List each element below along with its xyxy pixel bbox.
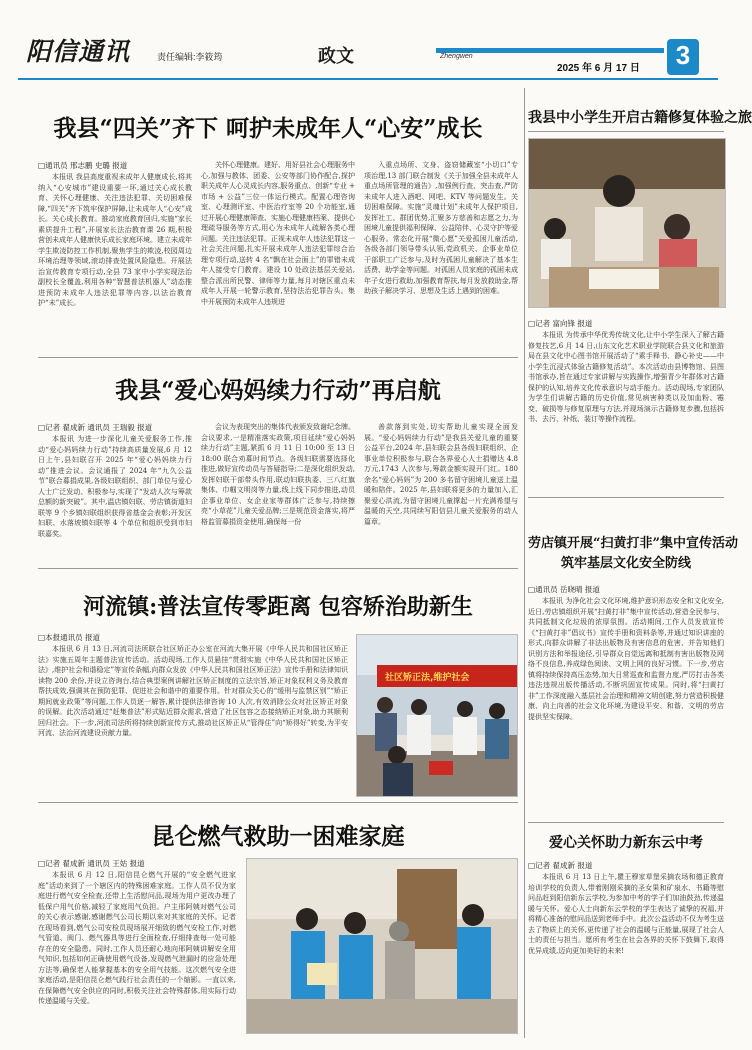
headline-heliu-town: 河流镇:普法宣传零距离 包容矫治助新生	[83, 594, 473, 620]
article-four-guards-col2: 关怀心理健康。建好、用好县社会心理服务中心,加强与教体、团委、公安等部门协作配合,探护职关成年人心灵成长内容,服务重点、创新“专业 + 市场 + 公益”三位一体运行模式。配置心理咨询室、心理测评室、中医治疗室等 20 个功能室,通过开展心理健康筛查、实施心理健康档案、提供心理疏导服务等方式,用心为未成年人疏解各类心理问题。关注违法犯罪。正视未成年人违法犯罪这一社会关注问题,扎实开展未成年人违法犯罪综合治理专项行动,送转 4 名“飘在社会面上”的罪错未成年人接受专门教育。建设 10 处政法基层关爱站,整合派出所民警、律师等力量,每月对辖区重点未成年人开展一轮警示教育,坚持法治犯罪告头。集中开展预防未成年人违规进	[201, 161, 355, 306]
newspaper-logo: 阳信通讯	[26, 37, 131, 66]
article-exam-care: 本报讯 6 月 13 日上午,瞿王穆家草堡采摘农场和德正教育培训学校的负责人,带着刚刚采摘的圣女果和矿泉水、书籍等慰问品赶到阳信新东云学校,为参加中考的学子们加油鼓劲,传递温暖与关怀。爱心人士向新东云学校的学生表达了诚挚的祝福,并将精心准备的慰问品送到老师手中。此次公益活动不仅为考生送去了物质上的关怀,更传递了社会的温暖与正能量,展现了社会人士的责任与担当。愿所有考生在社会各界的关怀下鼓舞下,取得优异成绩,迈向更加美好的未来!	[528, 873, 724, 955]
page-number: 3	[675, 40, 691, 70]
article-heliu-town: 本报讯 6 月 13 日,河流司法所联合社区矫正办公室在河流大集开展《中华人民共和国社区矫正法》实施五周年主题普法宣传活动。活动现场,工作人员悬挂“贯彻实施《中华人民共和国社区矫正法》,维护社会和谐稳定”等宣传条幅,向群众发放《中华人民共和国社区矫正法》宣传手册和法律知识读物 200 余份,并设立咨询台,结合典型案例讲解社区矫正制度的立法宗旨,矫正对象权利义务及教育帮扶成效,强调其在预防犯罪、促进社会和谐中的重要作用。针对群众关心的“缓刑与监禁区别”“矫正期间就业政策”等问题,工作人员逐一解答,累计提供法律咨询 10 人次,有效消除公众对社区矫正对象的误解。此次活动通过“赶集普法”形式贴近群众需求,营造了社区包容之态接纳矫正对象,助力其顺利回归社会。下一步,河流司法所将持续创新宣传方式,推动社区矫正从“管得住”向“矫得好”转变,为平安河流、法治河流建设贡献力量。	[38, 645, 348, 737]
column-separator	[524, 88, 525, 1038]
masthead	[0, 0, 735, 82]
byline-kunlun-gas: □记者 翟成新 通讯员 王姑 报道	[38, 859, 145, 868]
photo-gas-inspection	[246, 858, 518, 1034]
article-four-guards-col1: 本报讯 我县高度重视未成年人健康成长,将其纳入“心安城市”建设重要一环,通过关心成长教育、关怀心理健康、关注违法犯罪、关切困难保障,“四关”齐下筑牢保护屏障,让未成年人“心安”成长。关心成长教育。推动家庭教育回归,实施“家长素质提升工程”,开展家长法治教育课 26 期,积极营创未成年人健康快乐成长家庭环境。建立未成年学生欺凌防控工作机制,聚焦学生的欺凌,校园周边环境治理等领域,滚动排查处置风险隐患。开展法治宣传教育专项行动,全县 73 家中小学实现法治副校长全覆盖,利用各种“智慧普法机器人”动态推进预防未成年人违法犯罪等内容,以法治教育护“未”成长。	[38, 173, 192, 307]
headline-exam-care: 爱心关怀助力新东云中考	[549, 835, 703, 851]
section-title: 政文	[318, 46, 354, 67]
divider	[528, 497, 724, 498]
article-love-mothers-col1: 本报讯 为进一步深化儿童关爱服务工作,推动“爱心妈妈续力行动”持续高质量发展,6 月 12 日上午,县妇联召开 2025 年“爱心妈妈续力行动”推进会议。会议通报了 2024 年“九久公益节”联合募捐成果,各级妇联组织、部门单位与爱心人士广泛发动、积极参与,实现了“发动人次与筹款总额的新突破”。其中,温店镇妇联、劳店镇街道妇联等 9 个乡镇妇联组织获得省基金会表彰;开发区妇联、水落坡镇妇联等 4 个单位和组织受到市妇联嘉奖。	[38, 435, 192, 538]
article-four-guards-col3: 入重点场所、文身、盗窃储藏室“小切口”专项治理,13 部门联合制发《关于加强全县未成年人重点场所管理的通告》,加强例行查、突击查,严防未成年人进入酒吧、网吧、KTV 等问题发生。关切困难保障。实施“灵魂计划”未成年人保护项目,发挥社工、群团优势,汇聚多方慈善和志愿之力,为困境儿童提供福利保障、公益陪伴、心灵守护等爱心服务。常态化开展“微心愿”关爱孤困儿童活动,各级各部门领导带头认领,党政机关、企事业单位干部职工广泛参与,及时为孤困儿童解决了基本生活费、助学金等问题。对孤困人员家庭的孤困未成年子女进行救助,加强教育帮扶,每月发放救助金,帮助孩子解决学习、思想及生活上遇到的困难。	[364, 161, 518, 295]
photo-ancient-book-repair	[528, 138, 726, 308]
headline-love-mothers: 我县“爱心妈妈续力行动”再启航	[115, 377, 441, 404]
issue-date: 2025 年 6 月 17 日	[557, 63, 640, 74]
photo-legal-publicity	[356, 634, 518, 797]
photo-banner-text: 社区矫正法,维护社会	[385, 673, 470, 683]
divider	[38, 357, 518, 358]
divider	[38, 568, 518, 569]
headline-four-guards: 我县“四关”齐下 呵护未成年人“心安”成长	[53, 115, 483, 142]
divider	[38, 802, 518, 803]
article-anti-porn: 本报讯 为净化社会文化环境,维护意识形态安全和文化安全,近日,劳店镇组织开展“扫黄打非”集中宣传活动,营造全民参与、共同抵制文化垃圾的浓厚氛围。活动期间,工作人员发放宣传《“扫黄打非”倡议书》宣传手册和资料条等,并通过知识讲座的形式,向群众讲解了非法出版物及有害信息的危害、并告知他们识别方法和举报途径,引导群众自觉远离和抵制有害出版物及网络不良信息,养成绿色阅读、文明上网的良好习惯。下一步,劳店镇将持续保持高压态势,加大日常巡查和监督力度,严厉打击各类违法违规出版传播活动,不断巩固宣传成果。同时,将“扫黄打非”工作深度融入基层社会治理和精神文明创建,努力营造积极健康、向上向善的社会文化环境,为建设平安、和谐、文明的劳店提供坚实保障。	[528, 597, 724, 721]
masthead-rule	[18, 78, 718, 80]
byline-four-guards: □通讯员 邢志鹏 史璐 报道	[38, 161, 128, 170]
byline-anti-porn: □通讯员 岳晓晴 报道	[528, 585, 600, 594]
headline-ancient-books: 我县中小学生开启古籍修复体验之旅	[528, 110, 752, 126]
byline-heliu-town: □本报通讯员 报道	[38, 633, 100, 642]
byline-ancient-books: □记者 富向锋 报道	[528, 319, 593, 328]
byline-exam-care: □记者 翟成新 报道	[528, 861, 593, 870]
article-kunlun-gas: 本报讯 6 月 12 日,阳信昆仑燃气开展的“安全燃气进家庭”活动来到了一个辖区内的特殊困难家庭。工作人员不仅为家庭进行燃气安全检查,还带上生活慰问品,现场为用户更改办理了低保户用气价格,减轻了家庭用气负担。户主邢阿姨对燃气公司的关心表示感谢,感谢燃气公司长期以来对其家庭的关怀。记者在现场看到,燃气公司安检员现场展开细致的燃气安检工作,对燃气管道、阀门、燃气器具等进行全面检查,仔细排查每一处可能存在的安全隐患。同时,工作人员还耐心地向邢阿姨讲解安全用气知识,包括如何正确使用燃气设备,发现燃气泄漏时的应急处理方法等,确保老人能掌握基本的安全用气技能。这次燃气安全进家庭活动,是阳信昆仑燃气践行社会责任的一个缩影。一直以来,在保障燃气安全供应的同时,积极关注社会特殊群体,用实际行动传递温暖与关爱。	[38, 871, 236, 1005]
article-ancient-books: 本报讯 为传承中华优秀传统文化,让中小学生深入了解古籍修复技艺,6 月 14 日,山东文化艺术职业学院联合县文化和旅游局在县文化中心图书馆开展活动了“素手释书、静心补史——中小学生沉浸式体验古籍修复活动”。本次活动由县博物馆、县图书馆承办,旨在通过专家讲解与实践操作,增强青少年群体对古籍保护的认知,培养文化传承意识与动手能力。活动现场,专家团队为学生们讲解古籍的历史价值,常见病害种类以及加血粉、霉变、破损等与修复原理与方法,并现场演示古籍修复步骤,包括拆书、去污、补纸、装订等操作流程。	[528, 331, 724, 423]
article-love-mothers-col3: 善款落到实处,切实帮助儿童实现全面发展。“爱心妈妈续力行动”是我县关爱儿童的重要公益平台,2024 年,县妇联会县各级妇联组织、企事业单位积极参与,联合各界爱心人士捐赠达 4.8 万元,1743 人次参与,筹款金额实现开门红。180 余名“爱心妈妈”为 200 多名留守困境儿童送上温暖和陪伴。2025 年,县妇联将更多的力量加入,汇聚爱心洪流,为留守困境儿童撑起一片充满希望与温暖的天空,共同续写阳信县儿童关爱服务的动人篇章。	[364, 423, 518, 526]
divider	[528, 822, 724, 823]
section-english: Zhengwen	[440, 53, 473, 60]
headline-anti-porn-line1: 劳店镇开展“扫黄打非”集中宣传活动	[528, 536, 738, 551]
byline-love-mothers: □记者 翟成新 通讯员 王瑞毅 报道	[38, 423, 153, 432]
article-love-mothers-col2: 会议为表现突出的集体代表颁发致谢纪念牌。会议要求,一是精准落实政策,项目延续“爱心妈妈续力行动”主题,紧抓 6 月 11 日 10:00 至 13 日 18:00 联合劝募时间节点。各级妇联需要选择化推进,做好宣传动员与答疑指导;二是深化组织发动,发挥妇联干部带头作用,联动妇联执委、三八红旗集体、巾帼文明岗等力量,线上线下同步推进,动员企事业单位、女企业家等群体广泛参与,持续擦亮“小草花”儿童关爱品牌;三是规范资金落实,将严格监管募捐资金使用,确保每一份	[201, 423, 355, 526]
editor-credit: 责任编辑:李筱筠	[157, 52, 223, 62]
headline-kunlun-gas: 昆仑燃气救助一困难家庭	[151, 823, 405, 850]
headline-anti-porn-line2: 筑牢基层文化安全防线	[560, 556, 691, 571]
divider	[528, 131, 724, 132]
